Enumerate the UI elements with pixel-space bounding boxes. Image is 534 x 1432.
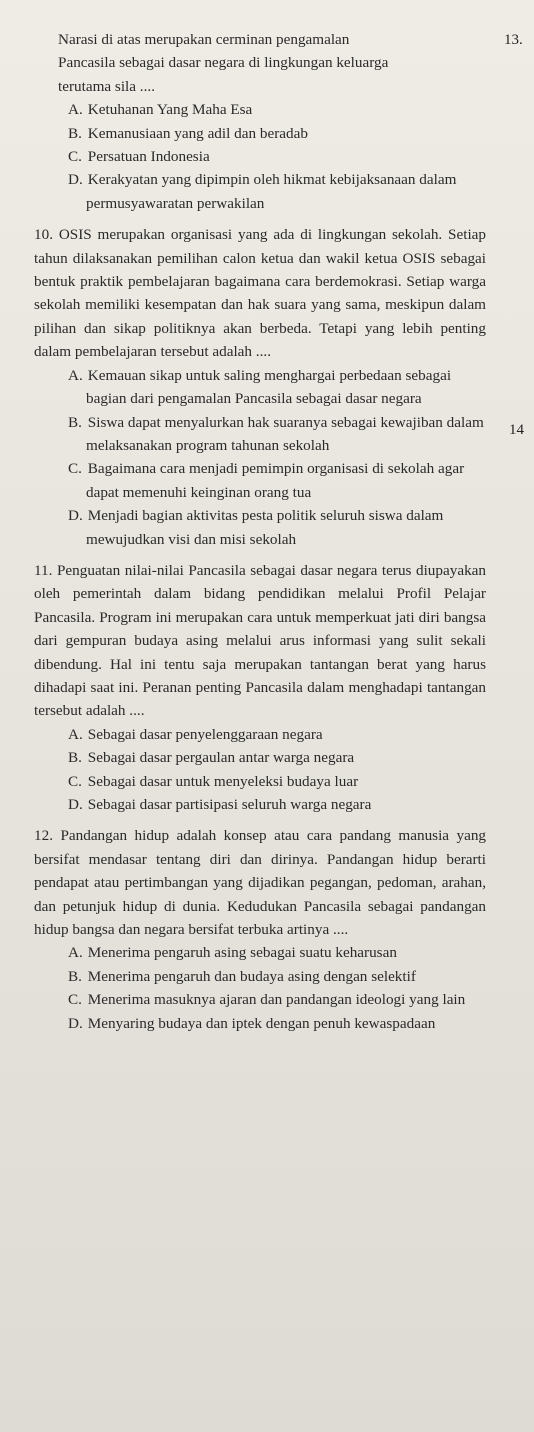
option-c[interactable]: C. Bagaimana cara menjadi pemimpin organisasi di sekolah agar dapat memenuhi keinginan orang tua: [68, 460, 465, 501]
question-11: [34, 559, 486, 816]
option-c[interactable]: C. Persatuan Indonesia: [68, 148, 210, 166]
option-b[interactable]: B. Siswa dapat menyalurkan hak suaranya sebagai kewajiban dalam melaksanakan program tahunan sekolah: [68, 413, 484, 454]
side-question-number-13: 13.: [504, 32, 523, 48]
option-a[interactable]: A. Kemauan sikap untuk saling menghargai perbedaan sebagai bagian dari pengamalan Pancasila sebagai dasar negara: [68, 366, 452, 408]
question-9-line: Pancasila sebagai dasar negara di lingkungan keluarga: [58, 54, 389, 72]
question-9-line: Narasi di atas merupakan cerminan pengamalan: [58, 31, 350, 48]
question-text: Pandangan hidup adalah konsep atau cara pandang manusia yang bersifat mendasar tentang diri dan dirinya. Pandangan hidup berarti pendapat atau pertimbangan yang dijadikan pegangan, pedoman, arahan, dan petunjuk hidup di dunia. Kedudukan Pancasila sebagai pandangan hidup bangsa dan negara bersifat terbuka artinya ....: [34, 827, 487, 939]
question-text: OSIS merupakan organisasi yang ada di lingkungan sekolah. Setiap tahun dilaksanakan pemilihan calon ketua dan wakil ketua OSIS sebagai bentuk praktik pembelajaran bagaimana cara berdemokrasi. Setiap warga sekolah memiliki kesempatan dan hak suara yang sama, meskipun dalam pilihan dan sikap politiknya akan berbeda. Tetapi yang lebih penting dalam pembelajaran tersebut adalah ....: [34, 226, 487, 361]
option-d[interactable]: D. Sebagai dasar partisipasi seluruh warga negara: [68, 796, 372, 813]
option-b[interactable]: B. Kemanusiaan yang adil dan beradab: [68, 124, 308, 142]
question-10-stem: [34, 223, 486, 363]
question-9: [34, 28, 486, 215]
question-12-options: [34, 941, 486, 1035]
question-10: [34, 223, 486, 551]
question-number: 11.: [34, 561, 53, 579]
question-number: 10.: [34, 226, 53, 244]
question-11-options: [34, 723, 486, 817]
question-9-options: [34, 98, 486, 215]
option-a[interactable]: A. Ketuhanan Yang Maha Esa: [68, 101, 253, 119]
question-12-stem: [34, 824, 486, 941]
question-text: Penguatan nilai-nilai Pancasila sebagai dasar negara terus diupayakan oleh pemerintah dalam bidang pendidikan melalui Profil Pelajar Pancasila. Program ini merupakan cara untuk memperkuat jati diri bangsa dari gempuran budaya asing melalui arus informasi yang sulit sekali dibendung. Hal ini tentu saja merupakan tantangan berat yang harus dihadapi saat ini. Peranan penting Pancasila dalam menghadapi tantangan tersebut adalah ....: [34, 561, 486, 720]
question-10-options: [34, 364, 486, 551]
question-9-line: terutama sila ....: [58, 77, 155, 95]
option-d[interactable]: D. Menjadi bagian aktivitas pesta politik seluruh siswa dalam mewujudkan visi dan misi sekolah: [68, 507, 444, 548]
option-b[interactable]: B. Sebagai dasar pergaulan antar warga negara: [68, 749, 355, 767]
option-b[interactable]: B. Menerima pengaruh dan budaya asing dengan selektif: [68, 967, 416, 985]
question-11-stem: [34, 559, 486, 723]
option-a[interactable]: A. Sebagai dasar penyelenggaraan negara: [68, 725, 323, 743]
option-a[interactable]: A. Menerima pengaruh asing sebagai suatu keharusan: [68, 944, 397, 962]
option-d[interactable]: D. Menyaring budaya dan iptek dengan penuh kewaspadaan: [68, 1014, 436, 1032]
question-number: 12.: [34, 827, 53, 845]
question-column: [34, 28, 486, 1043]
side-question-number-14: 14: [509, 422, 524, 438]
question-12: [34, 824, 486, 1035]
option-c[interactable]: C. Menerima masuknya ajaran dan pandangan ideologi yang lain: [68, 991, 466, 1009]
option-d[interactable]: D. Kerakyatan yang dipimpin oleh hikmat kebijaksanaan dalam permusyawaratan perwakilan: [68, 171, 457, 212]
option-c[interactable]: C. Sebagai dasar untuk menyeleksi budaya luar: [68, 772, 359, 790]
